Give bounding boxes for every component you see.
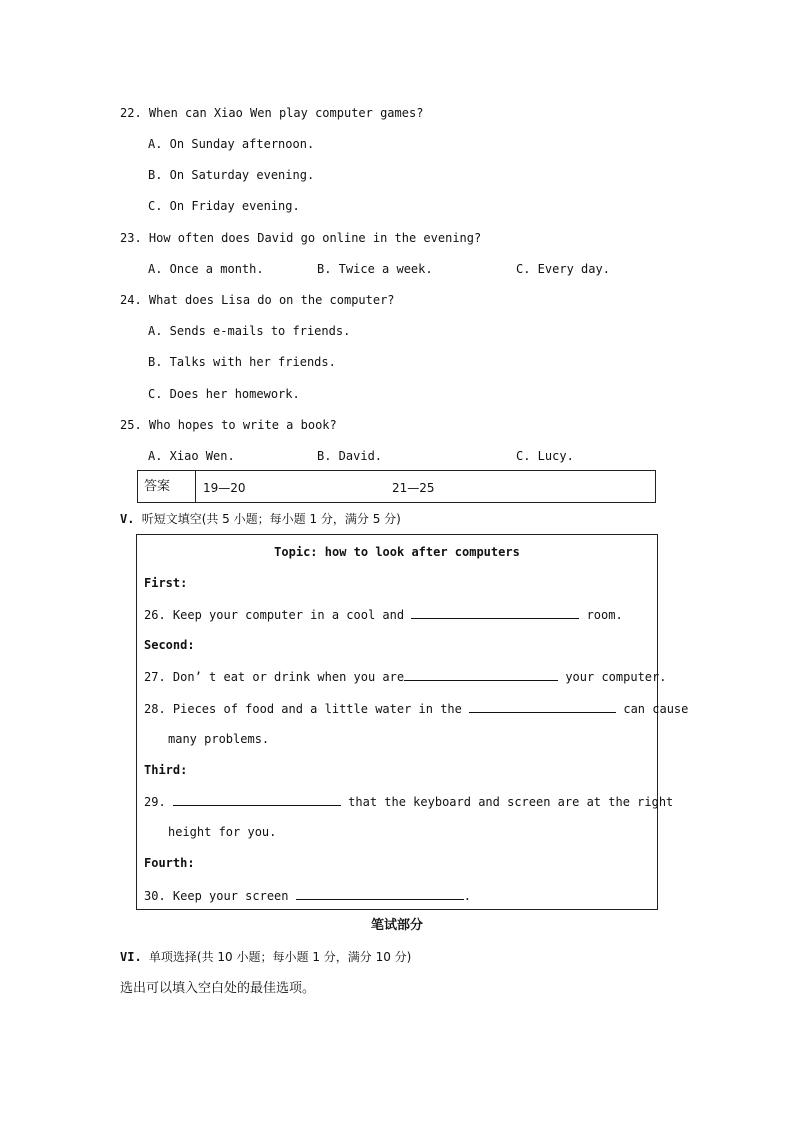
section-6-instruction: 选出可以填入空白处的最佳选项。: [120, 981, 316, 996]
item-29-continuation: height for you.: [168, 825, 277, 839]
question-22: 22. When can Xiao Wen play computer games?: [120, 106, 424, 120]
item-29-number: 29.: [144, 795, 166, 809]
written-part-heading: 笔试部分: [370, 918, 423, 933]
option-22a: A. On Sunday afternoon.: [148, 137, 315, 151]
section-5-heading: [120, 511, 401, 527]
answer-range-21-25: 21—25: [392, 481, 435, 495]
option-22b: B. On Saturday evening.: [148, 168, 315, 182]
item-27-text: 27. Don’ t eat or drink when you are: [144, 670, 405, 684]
option-24b: B. Talks with her friends.: [148, 355, 336, 369]
option-24a: A. Sends e-mails to friends.: [148, 324, 351, 338]
blank-29[interactable]: [173, 793, 341, 806]
item-28: [144, 700, 688, 717]
option-25a: A. Xiao Wen.: [148, 449, 235, 463]
option-23b: B. Twice a week.: [317, 262, 433, 276]
item-27-end: your computer.: [565, 670, 667, 684]
item-26: [144, 606, 623, 623]
topic-title: Topic: how to look after computers: [274, 545, 520, 559]
item-28-text: 28. Pieces of food and a little water in the: [144, 702, 462, 716]
step-first-label: First:: [144, 576, 188, 590]
section-6-number: VI.: [120, 950, 142, 964]
item-30: [144, 887, 471, 904]
blank-30[interactable]: [296, 887, 464, 900]
item-29: [144, 793, 673, 810]
option-23a: A. Once a month.: [148, 262, 264, 276]
question-24: 24. What does Lisa do on the computer?: [120, 293, 395, 307]
item-26-text: 26. Keep your computer in a cool and: [144, 608, 405, 622]
item-30-text: 30. Keep your screen: [144, 889, 289, 903]
item-28-end: can cause: [623, 702, 689, 716]
answer-label: 答案: [144, 479, 171, 494]
option-25c: C. Lucy.: [516, 449, 574, 463]
answer-table-divider: [195, 471, 196, 502]
blank-27[interactable]: [404, 668, 558, 681]
blank-26[interactable]: [411, 606, 579, 619]
step-fourth-label: Fourth:: [144, 856, 195, 870]
topic-box: [136, 534, 658, 910]
item-28-continuation: many problems.: [168, 732, 270, 746]
option-22c: C. On Friday evening.: [148, 199, 300, 213]
blank-28[interactable]: [469, 700, 616, 713]
option-24c: C. Does her homework.: [148, 387, 300, 401]
item-27: [144, 668, 666, 685]
question-23: 23. How often does David go online in the evening?: [120, 231, 482, 245]
section-5-number: V.: [120, 512, 135, 526]
question-25: 25. Who hopes to write a book?: [120, 418, 337, 432]
item-26-end: room.: [586, 608, 623, 622]
section-6-title: 单项选择(共 10 小题；每小题 1 分，满分 10 分): [148, 950, 412, 964]
answer-range-19-20: 19—20: [203, 481, 246, 495]
item-30-end: .: [463, 889, 471, 903]
option-23c: C. Every day.: [516, 262, 610, 276]
step-third-label: Third:: [144, 763, 188, 777]
section-5-title: 听短文填空(共 5 小题；每小题 1 分，满分 5 分): [141, 512, 401, 526]
item-29-text: that the keyboard and screen are at the right: [348, 795, 674, 809]
option-25b: B. David.: [317, 449, 383, 463]
section-6-heading: [120, 949, 411, 965]
step-second-label: Second:: [144, 638, 195, 652]
